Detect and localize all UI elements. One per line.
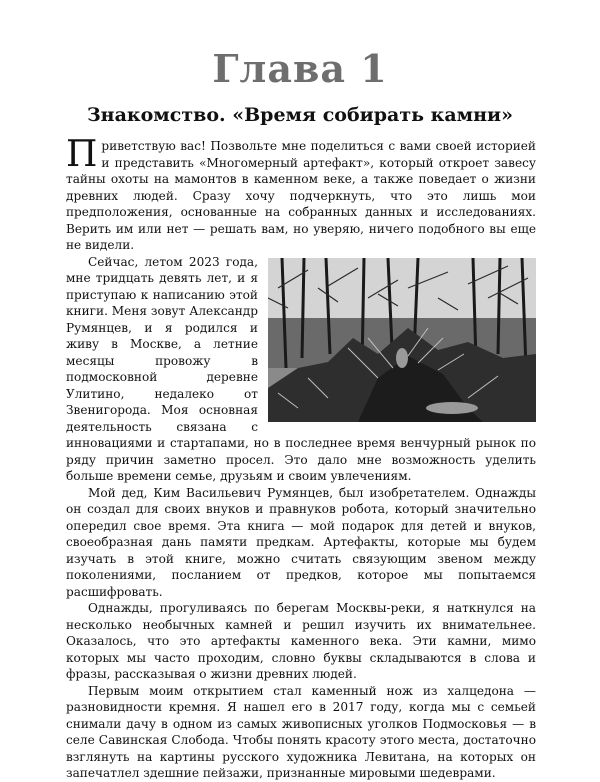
paragraph-grandfather: Мой дед, Ким Васильевич Румянцев, был изобретателем. Однажды он создал для своих внуков и правнуков робота, который значительно опередил свое время. Эта книга — мой подарок для детей и внуков, своеобразная дань памяти предкам. Артефакты, которые мы будем изучать в этой книге, можно считать связующим звеном между поколениями, посланием от предков, которое мы попытаемся расшифровать.	[66, 485, 536, 599]
drop-cap: П	[66, 134, 98, 175]
paragraph-about-author: Сейчас, летом 2023 года, мне тридцать девять лет, и я приступаю к написанию этой книги. Меня зовут Александр Румянцев, и я родился и живу в Москве, а летние месяцы провожу в подмосковной деревне Улитино, недалеко от Звенигорода. Моя основная деятельность связана с инновациями и стартапами, но в последнее время венчурный рынок по ряду причин заметно просел. Это дало мне возможность уделить больше времени семье, друзьям и своим увлечениям.	[66, 254, 536, 483]
forest-landslide-photo-icon	[268, 258, 536, 422]
paragraph-first-find: Первым моим открытием стал каменный нож из халцедона — разновидности кремня. Я нашел его в 2017 году, когда мы с семьей снимали дачу в одном из самых живописных уголков Подмосковья — в селе Савинская Слобода. Чтобы понять красоту этого места, достаточно взглянуть на картины русского художника Левитана, на которых он запечатлел здешние пейзажи, признанные мировыми шедеврами.	[66, 683, 536, 780]
paragraph-intro-text: риветствую вас! Позвольте мне поделиться с вами своей историей и представить «Многомерный артефакт», который откроет завесу тайны охоты на мамонтов в каменном веке, а также поведает о жизни древних людей. Сразу хочу подчеркнуть, что это лишь мои предположения, основанные на собранных данных и исследованиях. Верить им или нет — решать вам, но уверяю, ничего подобного вы еще не видели.	[66, 139, 536, 252]
chapter-heading: Глава 1	[212, 46, 388, 91]
paragraph-intro	[66, 134, 536, 254]
body-text	[66, 134, 536, 782]
paragraph-discovery: Однажды, прогуливаясь по берегам Москвы-реки, я наткнулся на несколько необычных камней и решил изучить их внимательнее. Оказалось, что это артефакты каменного века. Эти камни, мимо которых мы часто проходим, словно буквы складываются в слова и фразы, рассказывая о жизни древних людей.	[66, 601, 536, 681]
section-title: Знакомство. «Время собирать камни»	[86, 104, 514, 126]
